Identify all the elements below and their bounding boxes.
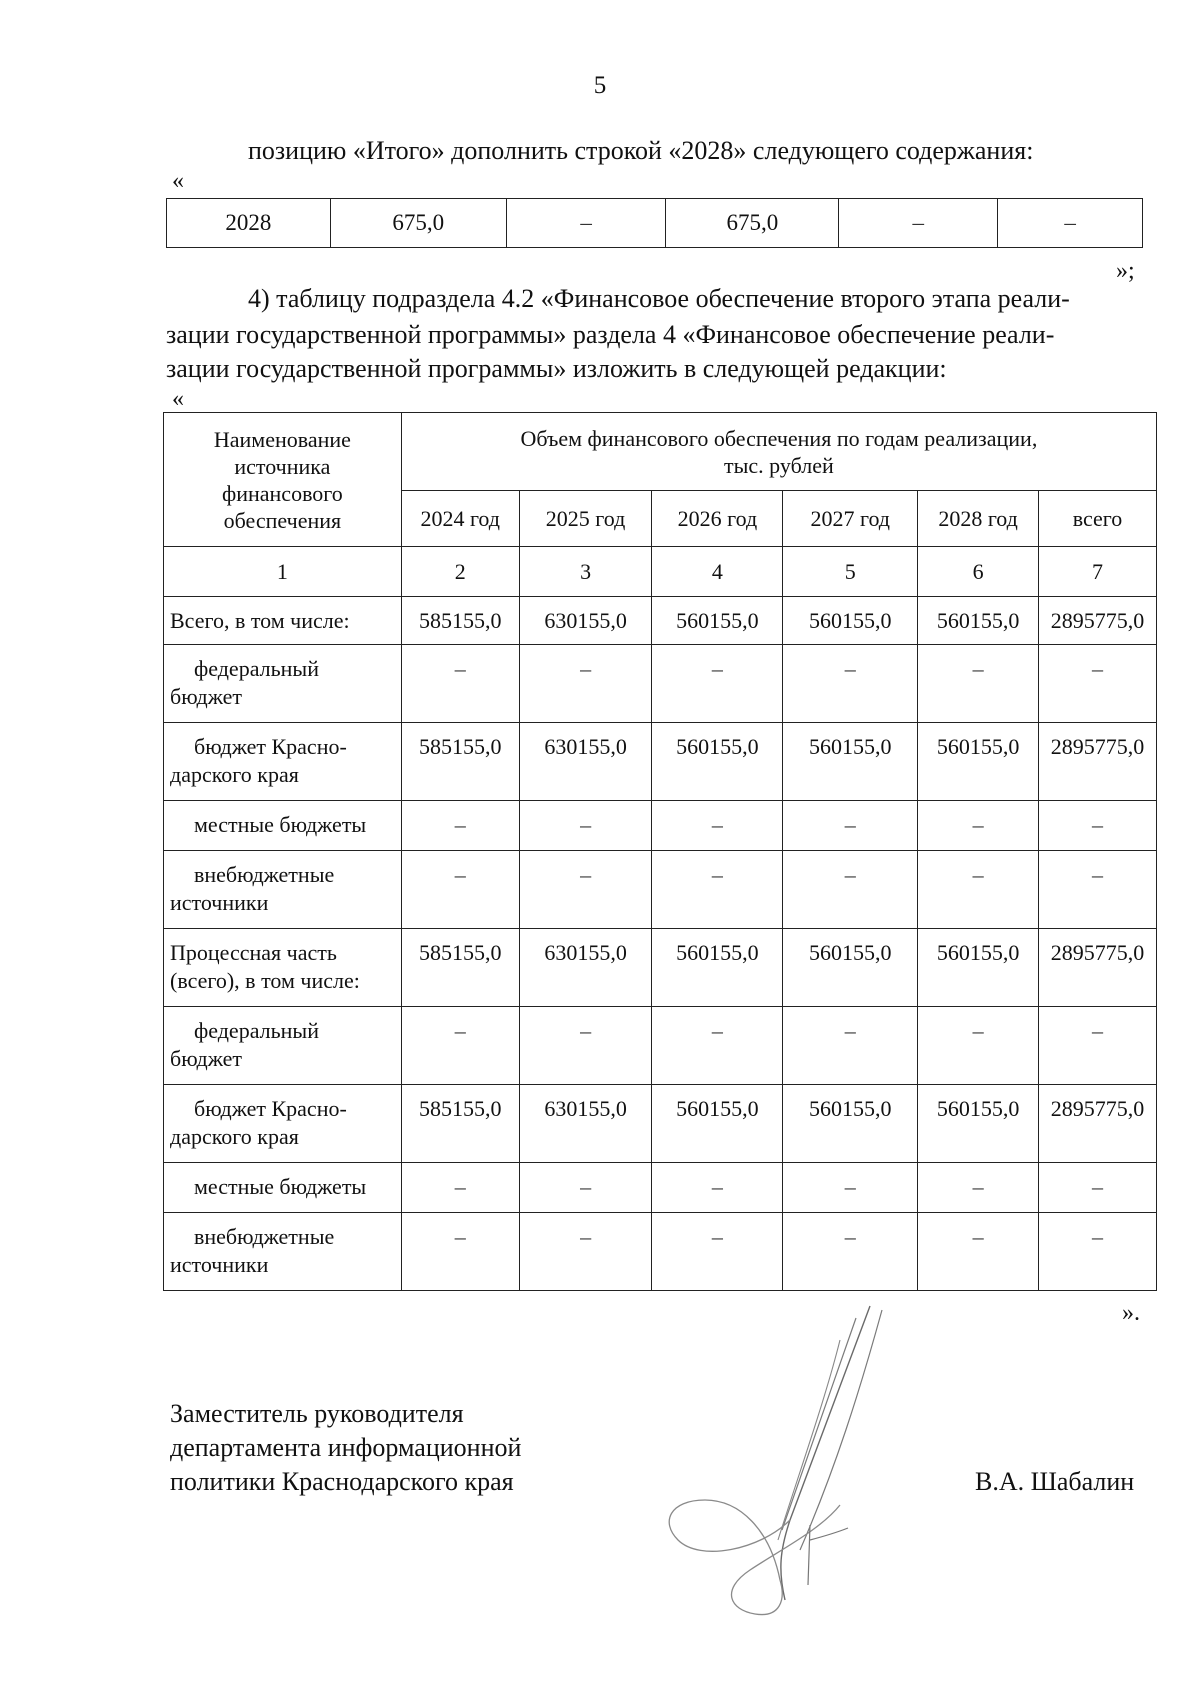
year-header: 2028 год bbox=[918, 491, 1039, 547]
table-cell: – bbox=[652, 851, 783, 929]
table-cell: 630155,0 bbox=[519, 723, 652, 801]
table-cell: 560155,0 bbox=[783, 597, 918, 645]
table-row bbox=[164, 801, 1157, 851]
table-row bbox=[164, 723, 1157, 801]
table-cell: – bbox=[918, 1163, 1039, 1213]
signer-title-line: департамента информационной bbox=[170, 1433, 522, 1462]
header-volume bbox=[401, 413, 1156, 491]
table-cell: – bbox=[783, 1007, 918, 1085]
table-cell: 2895775,0 bbox=[1039, 597, 1157, 645]
column-number: 1 bbox=[164, 547, 402, 597]
table-cell: – bbox=[401, 645, 519, 723]
table-cell: 585155,0 bbox=[401, 1085, 519, 1163]
table-cell: – bbox=[1039, 645, 1157, 723]
row-name bbox=[164, 723, 402, 801]
table-row bbox=[164, 1163, 1157, 1213]
row-name-line: внебюджетные bbox=[194, 1224, 335, 1249]
open-quote: « bbox=[172, 168, 184, 194]
column-number: 6 bbox=[918, 547, 1039, 597]
table-cell: 560155,0 bbox=[652, 597, 783, 645]
table-cell: – bbox=[783, 851, 918, 929]
table-cell: 560155,0 bbox=[783, 723, 918, 801]
row-name-line: внебюджетные bbox=[194, 862, 335, 887]
table-cell: – bbox=[652, 1163, 783, 1213]
column-number: 7 bbox=[1039, 547, 1157, 597]
table-cell: 630155,0 bbox=[519, 1085, 652, 1163]
header-source-name: Наименование источника финансового обеспечения bbox=[164, 413, 402, 547]
row-name bbox=[164, 929, 402, 1007]
table-cell: – bbox=[918, 801, 1039, 851]
close-quote: ». bbox=[1122, 1300, 1140, 1326]
header-volume-line: Объем финансового обеспечения по годам реализации, bbox=[520, 425, 1038, 451]
row-name bbox=[164, 1213, 402, 1291]
table-cell: – bbox=[918, 645, 1039, 723]
table-cell: 560155,0 bbox=[783, 929, 918, 1007]
signer-name: В.А. Шабалин bbox=[975, 1467, 1135, 1496]
table-cell: 2895775,0 bbox=[1039, 723, 1157, 801]
row-name: Всего, в том числе: bbox=[164, 597, 402, 645]
column-number-row bbox=[164, 547, 1157, 597]
paragraph-line: зации государственной программы» раздела 4 «Финансовое обеспечение реали- bbox=[166, 320, 1055, 349]
row-name-line: бюджет Красно- bbox=[194, 1096, 347, 1121]
table-cell: 560155,0 bbox=[652, 929, 783, 1007]
year-header: 2025 год bbox=[519, 491, 652, 547]
table-cell: 560155,0 bbox=[652, 1085, 783, 1163]
row-name-line: дарского края bbox=[170, 762, 299, 787]
row-name-line: (всего), в том числе: bbox=[170, 968, 360, 993]
table-cell: 560155,0 bbox=[918, 597, 1039, 645]
row-name bbox=[164, 1007, 402, 1085]
table-cell: 560155,0 bbox=[918, 1085, 1039, 1163]
table-cell: 585155,0 bbox=[401, 723, 519, 801]
table-row bbox=[164, 1085, 1157, 1163]
signer-title-line: политики Краснодарского края bbox=[170, 1467, 514, 1496]
table-cell: – bbox=[1039, 1007, 1157, 1085]
row-name-line: федеральный bbox=[194, 656, 319, 681]
table-cell: – bbox=[519, 851, 652, 929]
signature-scribble bbox=[660, 1300, 900, 1620]
row-name-line: источники bbox=[170, 890, 269, 915]
year-header: 2024 год bbox=[401, 491, 519, 547]
row-name-line: федеральный bbox=[194, 1018, 319, 1043]
row-name: местные бюджеты bbox=[164, 801, 402, 851]
table-header-row bbox=[164, 413, 1157, 491]
table-cell: – bbox=[519, 645, 652, 723]
table-cell: 585155,0 bbox=[401, 929, 519, 1007]
table-cell: 2895775,0 bbox=[1039, 929, 1157, 1007]
table-cell: – bbox=[918, 851, 1039, 929]
table-cell: – bbox=[401, 801, 519, 851]
table-cell: 560155,0 bbox=[918, 929, 1039, 1007]
table-cell: – bbox=[998, 199, 1143, 248]
paragraph-line: 4) таблицу подраздела 4.2 «Финансовое обеспечение второго этапа реали- bbox=[248, 284, 1070, 313]
header-volume-line: тыс. рублей bbox=[724, 452, 834, 478]
table-cell: – bbox=[783, 1213, 918, 1291]
close-quote: »; bbox=[1116, 258, 1135, 284]
year-header: 2026 год bbox=[652, 491, 783, 547]
table-row bbox=[164, 1213, 1157, 1291]
intro-line: позицию «Итого» дополнить строкой «2028» следующего содержания: bbox=[248, 136, 1034, 165]
table-cell: 560155,0 bbox=[652, 723, 783, 801]
table-cell: – bbox=[506, 199, 666, 248]
table-cell: – bbox=[401, 1213, 519, 1291]
row-name-line: бюджет bbox=[170, 684, 242, 709]
row-name bbox=[164, 1085, 402, 1163]
year-header: 2027 год bbox=[783, 491, 918, 547]
row-name-line: бюджет Красно- bbox=[194, 734, 347, 759]
table-cell: – bbox=[652, 1213, 783, 1291]
table-cell: – bbox=[519, 1163, 652, 1213]
column-number: 4 bbox=[652, 547, 783, 597]
table-cell: – bbox=[401, 1007, 519, 1085]
table-cell: 630155,0 bbox=[519, 597, 652, 645]
table-cell: 2895775,0 bbox=[1039, 1085, 1157, 1163]
row-name-line: Процессная часть bbox=[170, 940, 337, 965]
table-cell: – bbox=[519, 801, 652, 851]
row-name-line: дарского края bbox=[170, 1124, 299, 1149]
table-cell: – bbox=[783, 1163, 918, 1213]
paragraph-line: зации государственной программы» изложить в следующей редакции: bbox=[166, 354, 947, 383]
table-cell: – bbox=[918, 1213, 1039, 1291]
table-row bbox=[164, 645, 1157, 723]
table-cell: 630155,0 bbox=[519, 929, 652, 1007]
table-cell: – bbox=[783, 645, 918, 723]
column-number: 2 bbox=[401, 547, 519, 597]
table-cell: – bbox=[1039, 1213, 1157, 1291]
column-number: 5 bbox=[783, 547, 918, 597]
table-cell: 2028 bbox=[167, 199, 331, 248]
table-cell: 675,0 bbox=[666, 199, 839, 248]
row-name bbox=[164, 645, 402, 723]
table-row bbox=[164, 1007, 1157, 1085]
page-number: 5 bbox=[593, 72, 607, 99]
table-cell: 560155,0 bbox=[918, 723, 1039, 801]
finance-table bbox=[163, 412, 1157, 1291]
table-cell: – bbox=[918, 1007, 1039, 1085]
table-cell: – bbox=[1039, 851, 1157, 929]
row-2028-table bbox=[166, 198, 1143, 248]
row-name-line: источники bbox=[170, 1252, 269, 1277]
table-cell: – bbox=[652, 801, 783, 851]
table-row bbox=[164, 929, 1157, 1007]
table-cell: – bbox=[1039, 1163, 1157, 1213]
row-name: местные бюджеты bbox=[164, 1163, 402, 1213]
table-cell: – bbox=[652, 645, 783, 723]
row-name bbox=[164, 851, 402, 929]
table-cell: – bbox=[839, 199, 998, 248]
year-header: всего bbox=[1039, 491, 1157, 547]
table-cell: – bbox=[401, 851, 519, 929]
open-quote: « bbox=[172, 386, 184, 412]
table-cell: – bbox=[652, 1007, 783, 1085]
table-cell: – bbox=[783, 801, 918, 851]
row-name-line: бюджет bbox=[170, 1046, 242, 1071]
table-cell: 675,0 bbox=[330, 199, 506, 248]
table-row bbox=[164, 851, 1157, 929]
table-row bbox=[164, 597, 1157, 645]
table-cell: – bbox=[519, 1007, 652, 1085]
signer-title-line: Заместитель руководителя bbox=[170, 1399, 464, 1428]
table-cell: 560155,0 bbox=[783, 1085, 918, 1163]
column-number: 3 bbox=[519, 547, 652, 597]
table-cell: – bbox=[1039, 801, 1157, 851]
table-cell: – bbox=[519, 1213, 652, 1291]
table-cell: – bbox=[401, 1163, 519, 1213]
table-row bbox=[167, 199, 1143, 248]
table-cell: 585155,0 bbox=[401, 597, 519, 645]
